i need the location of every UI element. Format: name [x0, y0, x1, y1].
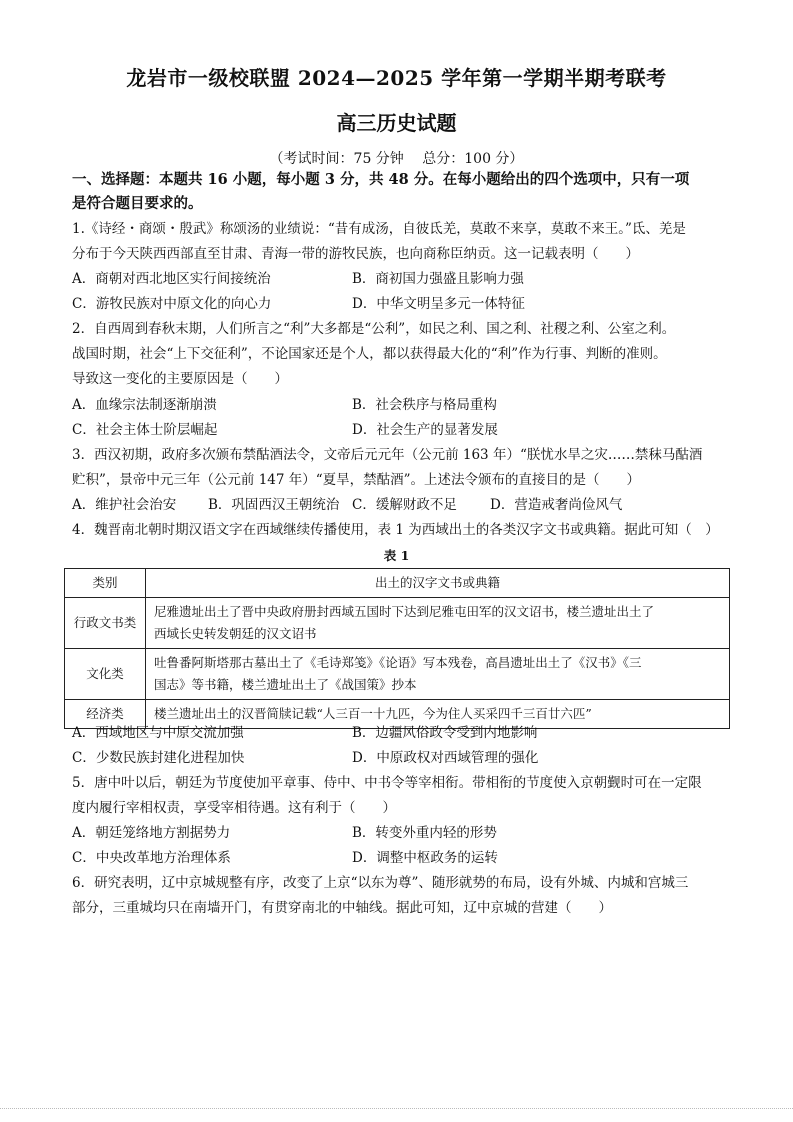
table-header-row: [65, 569, 730, 598]
q6-stem-line1: 6．研究表明，辽中京城规整有序，改变了上京“以东为尊”、随形就势的布局，设有外城、内城和宫城三: [72, 875, 689, 891]
q5-option-d: D．调整中枢政务的运转: [352, 850, 498, 866]
section-heading-line1: 一、选择题：本题共 16 小题，每小题 3 分，共 48 分。在每小题给出的四个选项中，只有一项: [72, 171, 690, 188]
table-cell-line: 西域长史转发朝廷的汉文诏书: [154, 626, 317, 641]
q2-stem-line1: 2．自西周到春秋末期，人们所言之“利”大多都是“公利”，如民之利、国之利、社稷之利、公室之利。: [72, 321, 676, 337]
q5-stem-line1: 5．唐中叶以后，朝廷为节度使加平章事、侍中、中书令等宰相衔。带相衔的节度使入京朝觐时可在一定限: [72, 775, 702, 791]
table-cell-category: 文化类: [65, 649, 146, 700]
q2-option-c: C．社会主体士阶层崛起: [72, 422, 218, 438]
exam-title: 龙岩市一级校联盟 2024—2025 学年第一学期半期考联考: [126, 66, 667, 90]
table-cell-category: 行政文书类: [65, 598, 146, 649]
q4-option-d: D．中原政权对西域管理的强化: [352, 750, 539, 766]
table-cell-content: [146, 649, 730, 700]
table-cell-line: 尼雅遗址出土了晋中央政府册封西域五国时下达到尼雅屯田军的汉文诏书，楼兰遗址出土了: [154, 604, 655, 619]
q1-option-b: B．商初国力强盛且影响力强: [352, 271, 524, 287]
q1-option-d: D．中华文明呈多元一体特征: [352, 296, 525, 312]
q5-option-a: A．朝廷笼络地方割据势力: [72, 825, 231, 841]
q2-option-a: A．血缘宗法制逐渐崩溃: [72, 397, 217, 413]
table-cell-line: 吐鲁番阿斯塔那古墓出土了《毛诗郑笺》《论语》写本残卷，高昌遗址出土了《汉书》《三: [154, 655, 642, 670]
q3-option-b: B．巩固西汉王朝统治: [208, 497, 340, 513]
q1-stem-line1: 1.《诗经・商颂・殷武》称颂汤的业绩说：“昔有成汤，自彼氐羌，莫敢不来享，莫敢不来王。”氐、羌是: [72, 221, 686, 237]
table-cell-line: 国志》等书籍，楼兰遗址出土了《战国策》抄本: [154, 677, 417, 692]
table-row: [65, 598, 730, 649]
q3-stem-line1: 3．西汉初期，政府多次颁布禁酤酒法令，文帝后元元年（公元前 163 年）“朕忧水旱之灾……禁秣马酤酒: [72, 447, 703, 463]
q2-option-b: B．社会秩序与格局重构: [352, 397, 497, 413]
q2-stem-line3: 导致这一变化的主要原因是（ ）: [72, 371, 288, 387]
q4-option-c: C．少数民族封建化进程加快: [72, 750, 245, 766]
table-row: [65, 649, 730, 700]
exam-subtitle: 高三历史试题: [336, 111, 457, 135]
q3-stem-line2: 贮积”，景帝中元三年（公元前 147 年）“夏旱，禁酤酒”。上述法令颁布的直接目的是（ ）: [72, 472, 641, 488]
q1-stem-line2: 分布于今天陕西西部直至甘肃、青海一带的游牧民族，也向商称臣纳贡。这一记载表明（ ）: [72, 246, 639, 262]
table-caption: 表 1: [383, 548, 410, 563]
q2-option-d: D．社会生产的显著发展: [352, 422, 498, 438]
q1-option-c: C．游牧民族对中原文化的向心力: [72, 296, 272, 312]
table-cell-content: 楼兰遗址出土的汉晋简牍记载“人三百一十九匹，今为住人买采四千三百廿六匹”: [146, 700, 730, 729]
q4-option-b: B．边疆风俗政令受到内地影响: [352, 725, 538, 741]
q5-option-b: B．转变外重内轻的形势: [352, 825, 497, 841]
page-bottom-divider: [0, 1108, 793, 1111]
q5-stem-line2: 度内履行宰相权责，享受宰相待遇。这有利于（ ）: [72, 800, 396, 816]
q3-option-a: A．维护社会治安: [72, 497, 177, 513]
q5-option-c: C．中央改革地方治理体系: [72, 850, 231, 866]
q1-option-a: A．商朝对西北地区实行间接统治: [72, 271, 271, 287]
q3-option-c: C．缓解财政不足: [352, 497, 457, 513]
q2-stem-line2: 战国时期，社会“上下交征利”，不论国家还是个人，都以获得最大化的“利”作为行事、判断的准则。: [72, 346, 667, 362]
q6-stem-line2: 部分，三重城均只在南墙开门，有贯穿南北的中轴线。据此可知，辽中京城的营建（ ）: [72, 900, 612, 916]
artifacts-table: [64, 568, 730, 729]
table-header-category: 类别: [65, 569, 146, 598]
q4-option-a: A．西域地区与中原交流加强: [72, 725, 244, 741]
exam-info: （考试时间：75 分钟 总分：100 分）: [269, 151, 524, 167]
table-header-items: 出土的汉字文书或典籍: [146, 569, 730, 598]
q4-stem-line1: 4．魏晋南北朝时期汉语文字在西域继续传播使用，表 1 为西域出土的各类汉字文书或典籍。据此可知（ ）: [72, 522, 719, 538]
table-cell-category: 经济类: [65, 700, 146, 729]
table-cell-content: [146, 598, 730, 649]
section-heading-line2: 是符合题目要求的。: [72, 195, 203, 212]
q3-option-d: D．营造戒奢尚俭风气: [490, 497, 623, 513]
